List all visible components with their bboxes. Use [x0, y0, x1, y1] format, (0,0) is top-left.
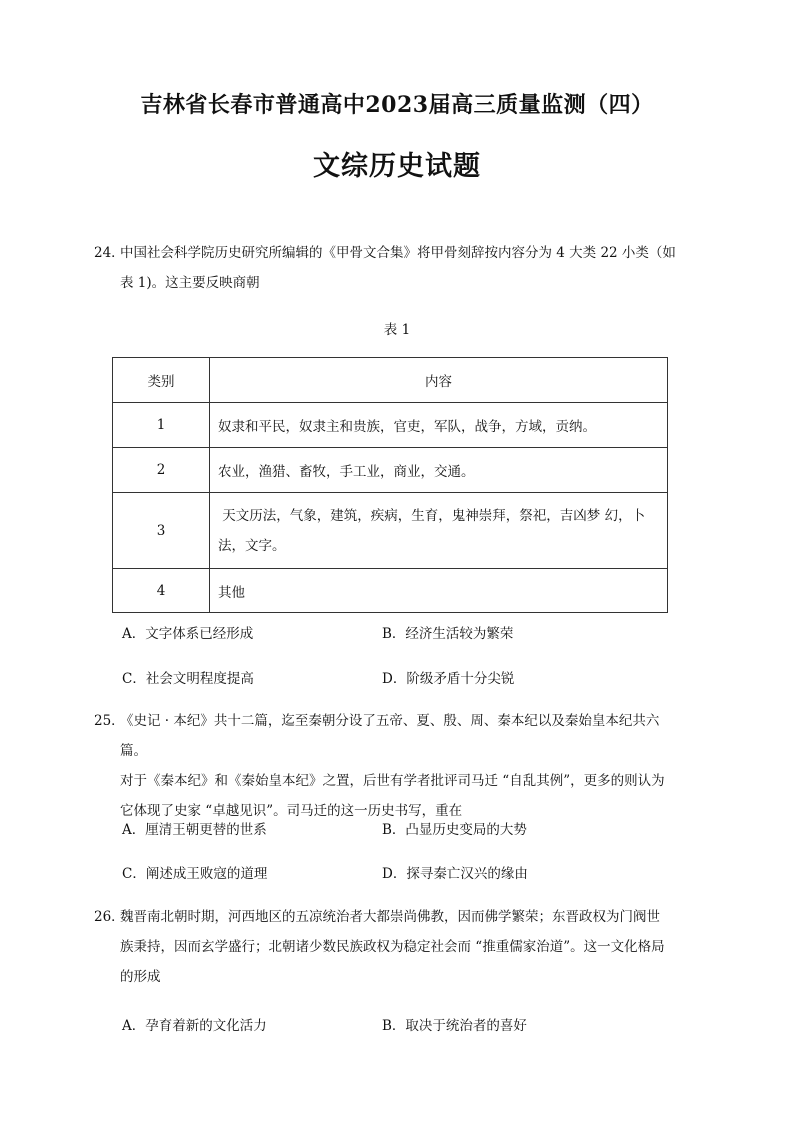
table-row — [113, 493, 668, 569]
table-row — [113, 569, 668, 613]
table-cell-line: 天文历法，气象，建筑，疾病，生育，鬼神崇拜，祭祀，吉凶梦 幻，卜 — [218, 507, 646, 524]
question-number: 24． — [94, 245, 125, 261]
stem-line: 对于《秦本纪》和《秦始皇本纪》之置，后世有学者批评司马迁 “自乱其例”，更多的则认为 — [120, 773, 665, 789]
content-table — [112, 357, 668, 613]
table-cell: 3 — [113, 493, 210, 569]
table-header-row — [113, 358, 668, 403]
option-c[interactable]: C．阐述成王败寇的道理 — [122, 866, 268, 882]
option-b[interactable]: B．取决于统治者的喜好 — [382, 1018, 527, 1034]
stem-line: 它体现了史家 “卓越见识”。司马迁的这一历史书写，重在 — [120, 803, 463, 819]
table-cell: 农业，渔猎、畜牧，手工业，商业，交通。 — [210, 448, 668, 493]
table-cell: 2 — [113, 448, 210, 493]
question-26-stem — [94, 902, 680, 992]
table-header-cell: 内容 — [210, 358, 668, 403]
option-c[interactable]: C．社会文明程度提高 — [122, 671, 254, 687]
stem-line: 族秉持，因而玄学盛行；北朝诸少数民族政权为稳定社会而 “推重儒家治道”。这一文化格局 — [120, 939, 665, 955]
option-a[interactable]: A．孕育着新的文化活力 — [122, 1018, 267, 1034]
option-b[interactable]: B．凸显历史变局的大势 — [382, 822, 527, 838]
exam-subtitle: 文综历史试题 — [313, 151, 481, 182]
table-cell: 4 — [113, 569, 210, 613]
table-cell — [210, 493, 668, 569]
exam-title: 吉林省长春市普通高中2023届高三质量监测（四） — [140, 92, 654, 118]
table-cell: 1 — [113, 403, 210, 448]
stem-line: 中国社会科学院历史研究所编辑的《甲骨文合集》将甲骨刻辞按内容分为 4 大类 22 小类（如 — [120, 245, 676, 261]
option-a[interactable]: A．文字体系已经形成 — [122, 626, 254, 642]
stem-line: 的形成 — [120, 969, 161, 985]
option-b[interactable]: B．经济生活较为繁荣 — [382, 626, 514, 642]
option-a[interactable]: A．厘清王朝更替的世系 — [122, 822, 267, 838]
question-number: 25． — [94, 713, 125, 729]
option-d[interactable]: D．探寻秦亡汉兴的缘由 — [382, 866, 528, 882]
stem-line: 《史记 · 本纪》共十二篇，迄至秦朝分设了五帝、夏、殷、周、秦本纪以及秦始皇本纪共六篇。 — [120, 713, 660, 759]
table-row — [113, 448, 668, 493]
stem-line: 魏晋南北朝时期，河西地区的五凉统治者大都崇尚佛教，因而佛学繁荣；东晋政权为门阀世 — [120, 909, 660, 925]
question-24-stem — [94, 238, 680, 298]
table-caption: 表 1 — [383, 322, 411, 338]
option-d[interactable]: D．阶级矛盾十分尖锐 — [382, 671, 515, 687]
table-row — [113, 403, 668, 448]
table-header-cell: 类别 — [113, 358, 210, 403]
table-cell-line: 法，文字。 — [218, 537, 286, 554]
table-cell: 奴隶和平民，奴隶主和贵族，官吏，军队，战争，方域，贡纳。 — [210, 403, 668, 448]
question-25-stem — [94, 706, 680, 826]
question-number: 26． — [94, 909, 125, 925]
table-cell: 其他 — [210, 569, 668, 613]
stem-line: 表 1)。这主要反映商朝 — [120, 275, 260, 291]
